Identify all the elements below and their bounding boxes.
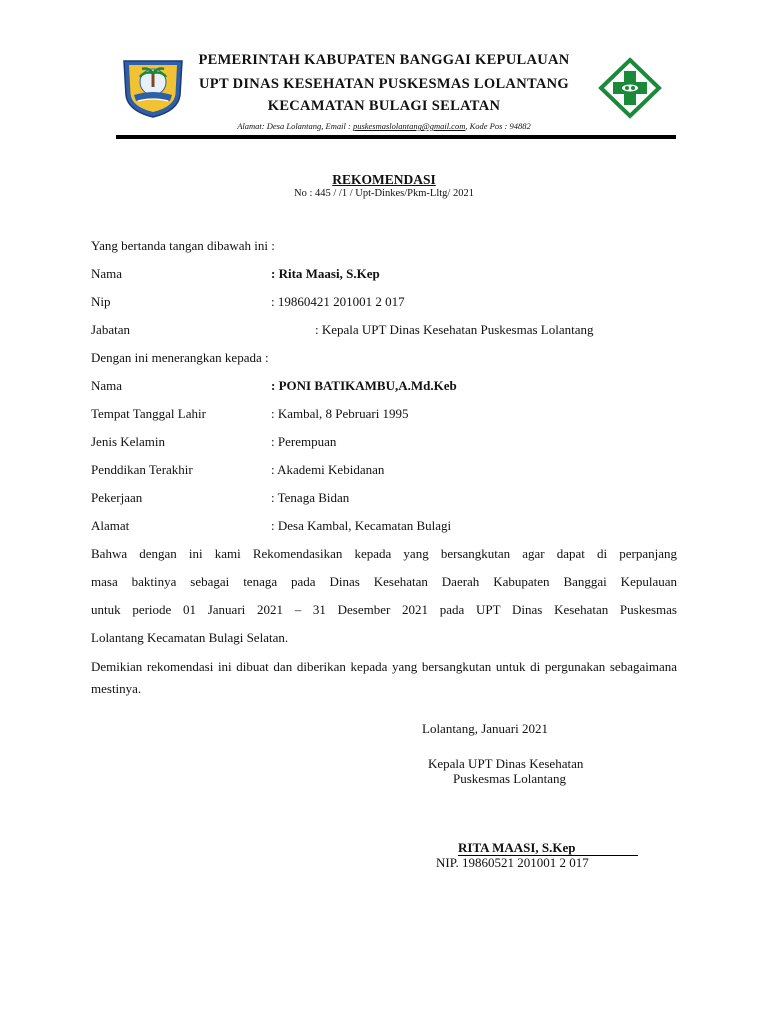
puskesmas-green-cross-icon: [598, 57, 662, 119]
header-line-1: PEMERINTAH KABUPATEN BANGGAI KEPULAUAN: [198, 52, 570, 68]
subject-birth-label: Tempat Tanggal Lahir: [91, 406, 206, 421]
subject-name-value: : PONI BATIKAMBU,A.Md.Keb: [271, 378, 457, 393]
signatory-position-line-1: Kepala UPT Dinas Kesehatan: [428, 756, 584, 771]
signatory-intro: Yang bertanda tangan dibawah ini :: [91, 238, 275, 253]
signatory-nip-value: : 19860421 201001 2 017: [271, 294, 405, 309]
body-paragraph-1-line-1: Bahwa dengan ini kami Rekomendasikan kepada yang bersangkutan agar dapat di perpanjang: [91, 546, 677, 561]
subject-birth-value: : Kambal, 8 Pebruari 1995: [271, 406, 409, 421]
body-paragraph-2: Demikian rekomendasi ini dibuat dan diberikan kepada yang bersangkutan untuk di pergunakan sebagaimana mestinya.: [91, 659, 677, 696]
subject-gender-label: Jenis Kelamin: [91, 434, 166, 449]
header-line-2: UPT DINAS KESEHATAN PUSKESMAS LOLANTANG: [199, 76, 569, 92]
email-link[interactable]: puskesmaslolantang@gmail.com: [352, 121, 466, 131]
signatory-name-label: Nama: [91, 266, 123, 281]
document-number: No : 445 / /1 / Upt-Dinkes/Pkm-Lltg/ 2021: [294, 188, 474, 199]
document-title: REKOMENDASI: [332, 172, 436, 187]
signatory-position-value: : Kepala UPT Dinas Kesehatan Puskesmas Lolantang: [315, 322, 594, 337]
signatory-position-line-2: Puskesmas Lolantang: [453, 771, 567, 786]
body-paragraph-1-line-3: untuk periode 01 Januari 2021 – 31 Desember 2021 pada UPT Dinas Kesehatan Puskesmas: [91, 602, 677, 617]
address-prefix: Alamat: Desa Lolantang, Email :: [237, 121, 353, 131]
subject-occupation-value: : Tenaga Bidan: [271, 490, 350, 505]
body-paragraph-1-line-2: masa baktinya sebagai tenaga pada Dinas Kesehatan Daerah Kabupaten Banggai Kepulauan: [91, 574, 677, 589]
subject-occupation-label: Pekerjaan: [91, 490, 143, 505]
subject-education-label: Penddikan Terakhir: [91, 462, 193, 477]
subject-gender-value: : Perempuan: [271, 434, 337, 449]
subject-intro: Dengan ini menerangkan kepada :: [91, 350, 269, 365]
address-suffix: , Kode Pos : 94882: [465, 121, 531, 131]
signatory-position-label: Jabatan: [91, 322, 130, 337]
subject-address-label: Alamat: [91, 518, 130, 533]
subject-name-label: Nama: [91, 378, 123, 393]
signature-name: RITA MAASI, S.Kep: [458, 840, 638, 856]
signature-nip: NIP. 19860521 201001 2 017: [436, 855, 589, 870]
subject-education-value: : Akademi Kebidanan: [271, 462, 385, 477]
body-paragraph-1-line-4: Lolantang Kecamatan Bulagi Selatan.: [91, 630, 289, 645]
header-line-3: KECAMATAN BULAGI SELATAN: [267, 98, 501, 114]
letterhead-divider: [116, 135, 676, 139]
subject-address-value: : Desa Kambal, Kecamatan Bulagi: [271, 518, 452, 533]
place-date: Lolantang, Januari 2021: [422, 721, 548, 736]
signatory-name-value: : Rita Maasi, S.Kep: [271, 266, 380, 281]
address-line: [0, 121, 768, 131]
signatory-nip-label: Nip: [91, 294, 111, 309]
